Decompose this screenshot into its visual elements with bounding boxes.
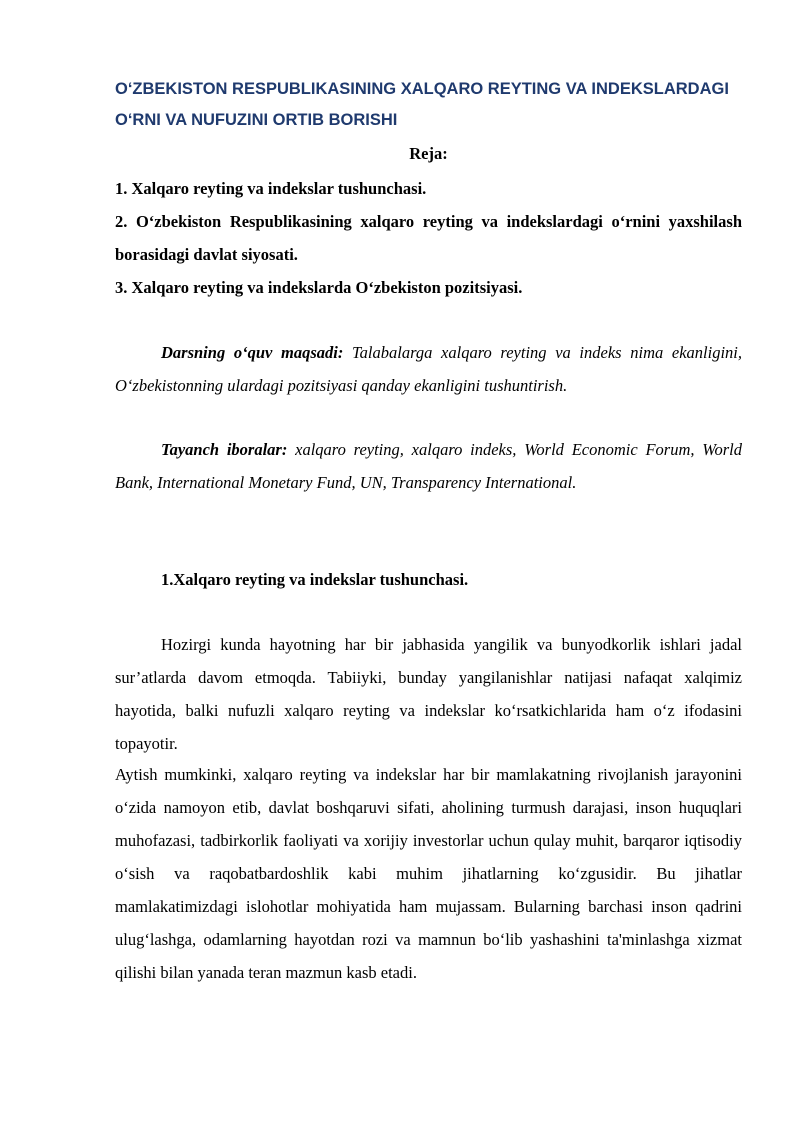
plan-heading: Reja: <box>409 144 448 163</box>
keywords-text: xalqaro reyting, xalqaro indeks, World Economic Forum, World Bank, International Monetary Fund, UN, Transparency International. <box>115 440 743 492</box>
paragraph-2: Aytish mumkinki, xalqaro reyting va indekslar har bir mamlakatning rivojlanish jarayonini o‘zida namoyon etib, davlat boshqaruvi sifati, aholining turmush darajasi, inson huquqlari muhofazasi, tadbirkorlik faoliyati va xorijiy investorlar uchun qulay muhit, barqaror iqtisodiy o‘sish va raqobatbardoshlik kabi muhim jihatlarning ko‘zgusidir. Bu jihatlar mamlakatimizdagi islohotlar mohiyatida ham mujassam. Bularning barchasi inson qadrini ulug‘lashga, odamlarning hayotdan rozi va mamnun bo‘lib yashashini ta'minlashga xizmat qilishi bilan yanada teran mazmun kasb etadi. <box>115 765 742 982</box>
plan-item-2: 2. O‘zbekiston Respublikasining xalqaro reyting va indekslardagi o‘rnini yaxshilash borasidagi davlat siyosati. <box>115 212 742 264</box>
plan-item-3: 3. Xalqaro reyting va indekslarda O‘zbekiston pozitsiyasi. <box>115 278 523 297</box>
paragraph-1: Hozirgi kunda hayotning har bir jabhasida yangilik va bunyodkorlik ishlari jadal sur’atlarda davom etmoqda. Tabiiyki, bunday yangilanishlar natijasi nafaqat xalqimiz hayotida, balki nufuzli xalqaro reyting va indekslar ko‘rsatkichlarida ham o‘z ifodasini topayotir. <box>115 635 742 753</box>
lesson-goal <box>115 336 742 402</box>
plan-list <box>115 172 742 304</box>
lesson-goal-text: Talabalarga xalqaro reyting va indeks nima ekanligini, O‘zbekistonning ulardagi pozitsiyasi qanday ekanligini tushuntirish. <box>115 343 742 395</box>
lesson-goal-label: Darsning o‘quv maqsadi: <box>161 343 344 362</box>
document-title: O‘ZBEKISTON RESPUBLIKASINING XALQARO REYTING VA INDEKSLARDAGI O‘RNI VA NUFUZINI ORTIB BORISHI <box>115 80 729 129</box>
plan-item-1: 1. Xalqaro reyting va indekslar tushunchasi. <box>115 179 427 198</box>
keywords-label: Tayanch iboralar: <box>161 440 288 459</box>
section-heading: 1.Xalqaro reyting va indekslar tushunchasi. <box>161 570 469 589</box>
keywords <box>115 433 742 499</box>
